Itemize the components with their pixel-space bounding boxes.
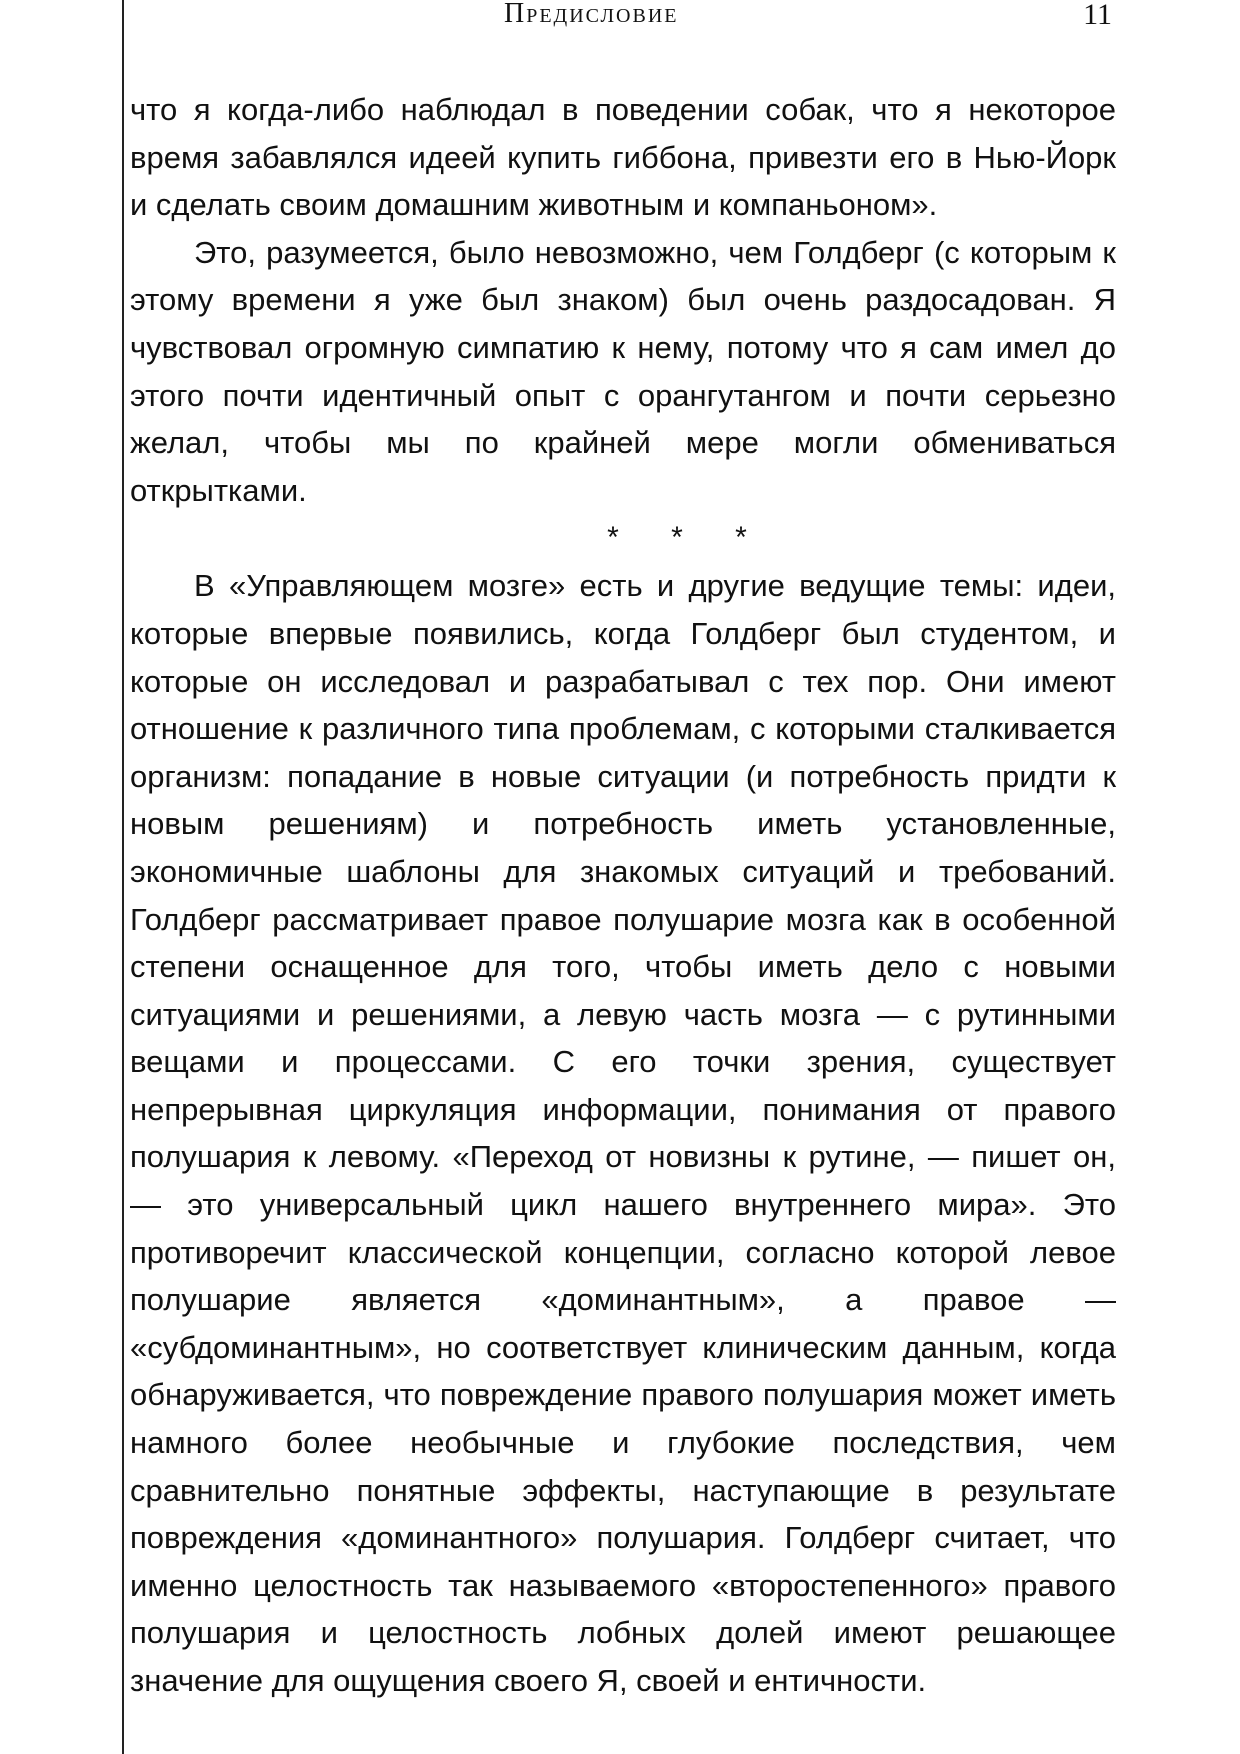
paragraph-continued: что я когда-либо наблюдал в поведении собак, что я некоторое время забавлялся идеей купить гиббона, привезти его в Нью-Йорк и сделать своим домашним животным и компаньоном». — [130, 92, 1116, 223]
section-break-asterisks: * * * — [607, 521, 769, 555]
running-title: Предисловие — [504, 0, 679, 29]
body-text — [130, 86, 1116, 1705]
running-head — [124, 0, 1120, 40]
page-number: 11 — [1083, 0, 1112, 31]
left-margin-rule — [122, 0, 124, 1754]
paragraph: Это, разумеется, было невозможно, чем Голдберг (с которым к этому времени я уже был знаком) был очень раздосадован. Я чувствовал огромную симпатию к нему, потому что я сам имел до этого почти идентичный опыт с орангутангом и почти серьезно желал, чтобы мы по крайней мере могли обмениваться открытками. — [130, 234, 1116, 508]
paragraph: В «Управляющем мозге» есть и другие ведущие темы: идеи, которые впервые появились, когда Голдберг был студентом, и которые он исследовал и разрабатывал с тех пор. Они имеют отношение к различного типа проблемам, с которыми сталкивается организм: попадание в новые ситуации (и потребность придти к новым решениям) и потребность иметь установленные, экономичные шаблоны для знакомых ситуаций и требований. Голдберг рассматривает правое полушарие мозга как в особенной степени оснащенное для того, чтобы иметь дело с новыми ситуациями и решениями, а левую часть мозга — с рутинными вещами и процессами. С его точки зрения, существует непрерывная циркуляция информации, понимания от правого полушария к левому. «Переход от новизны к рутине, — пишет он, — это универсальный цикл нашего внутреннего мира». Это противоречит классической концепции, согласно которой левое полушарие является «доминантным», а правое — «субдоминантным», но соответствует клиническим данным, когда обнаруживается, что повреждение правого полушария может иметь намного более необычные и глубокие последствия, чем сравнительно понятные эффекты, наступающие в результате повреждения «доминантного» полушария. Голдберг считает, что именно целостность так называемого «второстепенного» правого полушария и целостность лобных долей имеют решающее значение для ощущения своего Я, своей и ентичности. — [130, 568, 1116, 1698]
